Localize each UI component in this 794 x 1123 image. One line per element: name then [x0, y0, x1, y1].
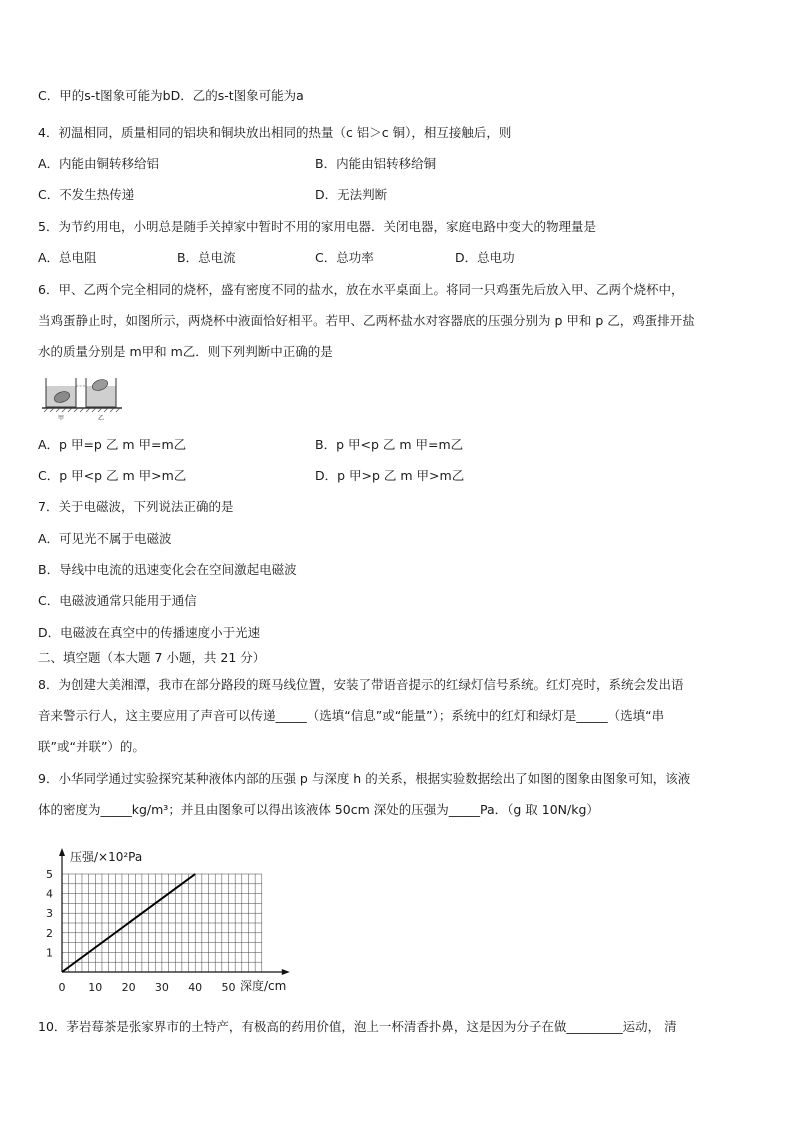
y-axis-label: 压强/×10²Pa — [70, 850, 143, 864]
section-2-heading: 二、填空题（本大题 7 小题，共 21 分） — [38, 650, 266, 665]
q5-option-b: B．总电流 — [177, 250, 236, 265]
q6-option-c: C．p 甲<p 乙 m 甲>m乙 — [38, 468, 187, 483]
y-tick-label: 1 — [46, 946, 53, 960]
x-axis-label: 深度/cm — [240, 979, 287, 993]
q6-stem-line-2: 当鸡蛋静止时，如图所示，两烧杯中液面恰好相平。若甲、乙两杯盐水对容器底的压强分别为 p 甲和 p 乙，鸡蛋排开盐 — [38, 313, 695, 328]
y-tick-label: 2 — [46, 926, 53, 940]
q3-option-cd: C．甲的s-t图象可能为bD．乙的s-t图象可能为a — [38, 88, 304, 103]
q6-beakers-figure — [40, 372, 126, 422]
x-tick-label: 30 — [154, 981, 169, 994]
q6-option-a: A．p 甲=p 乙 m 甲=m乙 — [38, 437, 187, 452]
q6-stem-line-3: 水的质量分别是 m甲和 m乙．则下列判断中正确的是 — [38, 344, 333, 359]
x-axis-arrow — [282, 969, 290, 975]
x-tick-label: 40 — [188, 981, 203, 994]
q6-stem-line-1: 6．甲、乙两个完全相同的烧杯，盛有密度不同的盐水，放在水平桌面上。将同一只鸡蛋先后放入甲、乙两个烧杯中， — [38, 282, 684, 297]
q8-line-2: 音来警示行人，这主要应用了声音可以传递_____（选填“信息”或“能量”）；系统中的红灯和绿灯是_____（选填“串 — [38, 708, 665, 723]
x-tick-label: 20 — [121, 981, 136, 994]
q4-option-c: C．不发生热传递 — [38, 187, 135, 202]
q7-option-d: D．电磁波在真空中的传播速度小于光速 — [38, 625, 261, 640]
q6-option-b: B．p 甲<p 乙 m 甲=m乙 — [315, 437, 464, 452]
q9-line-2: 体的密度为_____kg/m³；并且由图象可以得出该液体 50cm 深处的压强为_____Pa．（g 取 10N/kg） — [38, 802, 599, 817]
q10-line-1: 10．茅岩莓茶是张家界市的土特产，有极高的药用价值，泡上一杯清香扑鼻，这是因为分子在做_________运动， 清 — [38, 1019, 677, 1034]
chart-grid — [62, 874, 262, 972]
y-tick-label: 3 — [46, 907, 53, 921]
x-tick-label: 10 — [88, 981, 103, 994]
q5-option-c: C．总功率 — [315, 250, 374, 265]
q4-option-d: D．无法判断 — [315, 187, 388, 202]
q5-option-a: A．总电阻 — [38, 250, 97, 265]
label-jia: 甲 — [58, 415, 65, 422]
y-tick-label: 5 — [46, 868, 53, 881]
q4-option-a: A．内能由铜转移给铝 — [38, 156, 160, 171]
q5-stem: 5．为节约用电，小明总是随手关掉家中暂时不用的家用电器．关闭电器，家庭电路中变大的物理量是 — [38, 219, 596, 234]
y-tick-label: 4 — [46, 887, 53, 901]
x-tick-label: 50 — [221, 981, 236, 994]
q7-option-b: B．导线中电流的迅速变化会在空间激起电磁波 — [38, 562, 297, 577]
q4-option-b: B．内能由铝转移给铜 — [315, 156, 437, 171]
q4-stem: 4．初温相同，质量相同的铝块和铜块放出相同的热量（c 铝＞c 铜），相互接触后，则 — [38, 125, 512, 140]
q5-option-d: D．总电功 — [455, 250, 515, 265]
pressure-depth-chart — [40, 842, 300, 1002]
chart-ticks — [46, 868, 236, 994]
q6-option-d: D．p 甲>p 乙 m 甲>m乙 — [315, 468, 465, 483]
q7-option-a: A．可见光不属于电磁波 — [38, 531, 172, 546]
q7-stem: 7．关于电磁波，下列说法正确的是 — [38, 499, 234, 514]
q8-line-3: 联”或“并联”）的。 — [38, 739, 145, 754]
label-yi: 乙 — [98, 415, 105, 422]
q7-option-c: C．电磁波通常只能用于通信 — [38, 593, 197, 608]
y-axis-arrow — [59, 848, 65, 856]
q8-line-1: 8．为创建大美湘潭，我市在部分路段的斑马线位置，安装了带语音提示的红绿灯信号系统。红灯亮时，系统会发出语 — [38, 677, 684, 692]
q9-line-1: 9．小华同学通过实验探究某种液体内部的压强 p 与深度 h 的关系，根据实验数据绘出了如图的图象由图象可知，该液 — [38, 771, 691, 786]
x-tick-label: 0 — [58, 981, 66, 994]
